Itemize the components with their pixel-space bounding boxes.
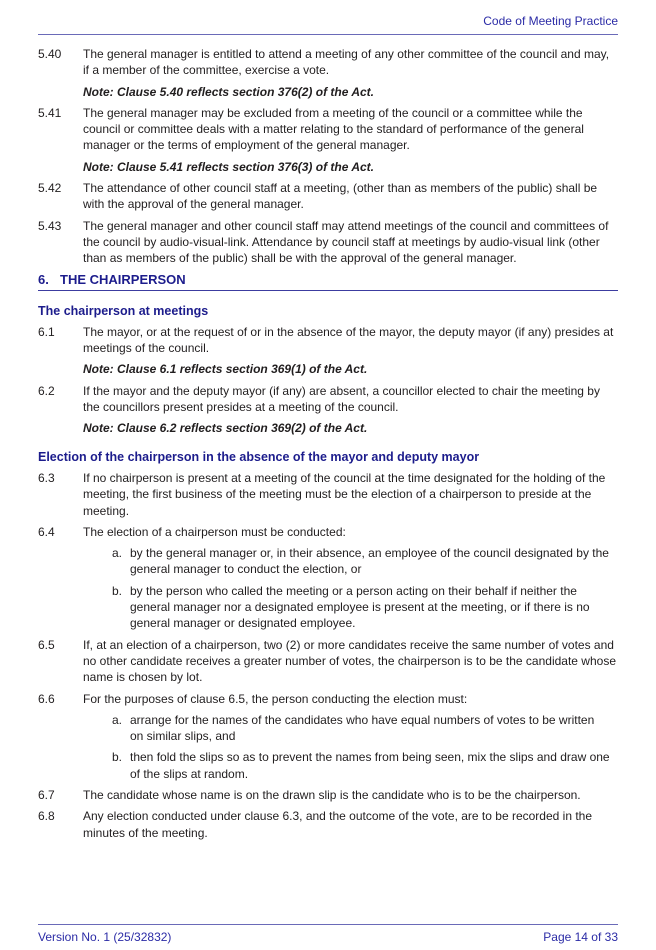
list-marker: a. xyxy=(112,546,123,561)
clause xyxy=(38,180,618,213)
clause xyxy=(38,46,618,79)
clause-number: 5.40 xyxy=(38,47,62,61)
clause-note: Note: Clause 5.40 reflects section 376(2) of the Act. xyxy=(83,84,374,99)
clause-text: The general manager is entitled to attend a meeting of any other committee of the council and may, if a member of the committee, exercise a vote. xyxy=(83,47,610,78)
clause-note: Note: Clause 6.2 reflects section 369(2) of the Act. xyxy=(83,421,368,436)
header-title: Code of Meeting Practice xyxy=(483,14,618,28)
list-marker: a. xyxy=(112,712,123,727)
page-footer xyxy=(38,924,618,945)
document-body xyxy=(38,35,618,841)
clause xyxy=(38,105,618,154)
subheading: The chairperson at meetings xyxy=(38,303,209,318)
section-title: THE CHAIRPERSON xyxy=(60,271,186,287)
list-marker: b. xyxy=(112,583,123,598)
clause-number: 6.8 xyxy=(38,809,55,824)
clause-text: For the purposes of clause 6.5, the person conducting the election must: xyxy=(83,691,468,706)
list-item xyxy=(112,545,618,578)
footer-page-number: Page 14 of 33 xyxy=(543,930,618,944)
clause-text: Any election conducted under clause 6.3, and the outcome of the vote, are to be recorded in the minutes of the meeting. xyxy=(83,809,593,840)
clause-number: 5.43 xyxy=(38,218,62,233)
clause xyxy=(38,324,618,357)
footer-version: Version No. 1 (25/32832) xyxy=(38,930,172,944)
clause xyxy=(38,470,618,519)
clause-number: 6.7 xyxy=(38,787,55,802)
clause xyxy=(38,524,618,540)
clause-number: 6.4 xyxy=(38,524,55,539)
list-marker: b. xyxy=(112,750,123,765)
clause-text: The candidate whose name is on the drawn slip is the candidate who is to be the chairperson. xyxy=(83,787,581,802)
clause xyxy=(38,637,618,686)
clause-number: 6.2 xyxy=(38,383,55,398)
clause-number: 5.42 xyxy=(38,181,62,196)
clause-number: 5.41 xyxy=(38,105,62,120)
clause-number: 6.1 xyxy=(38,324,55,339)
clause-note: Note: Clause 6.1 reflects section 369(1) of the Act. xyxy=(83,362,368,377)
section-heading xyxy=(38,273,618,291)
clause-note: Note: Clause 5.41 reflects section 376(3) of the Act. xyxy=(83,159,374,174)
clause xyxy=(38,808,618,841)
list-item-text: then fold the slips so as to prevent the names from being seen, mix the slips and draw one of the slips at random. xyxy=(130,750,610,781)
clause-number: 6.5 xyxy=(38,637,55,652)
clause xyxy=(38,218,618,267)
list-item xyxy=(112,583,618,632)
clause-number: 6.3 xyxy=(38,470,55,485)
clause-text: If the mayor and the deputy mayor (if any) are absent, a councillor elected to chair the meeting by the councillors present presides at a meeting of the council. xyxy=(83,383,600,415)
list-item xyxy=(112,749,618,782)
section-number: 6. xyxy=(38,271,49,287)
list-item-text: by the general manager or, in their absence, an employee of the council designated by the general manager to conduct the election, or xyxy=(130,546,609,577)
clause-text: The general manager may be excluded from a meeting of the council or a committee while the council or committee deals with a matter relating to the standard of performance of the general manager or the terms of employment of the general manager. xyxy=(83,105,584,153)
clause xyxy=(38,691,618,707)
clause-text: The attendance of other council staff at a meeting, (other than as members of the public) shall be with the approval of the general manager. xyxy=(83,181,598,212)
clause xyxy=(38,383,618,416)
list-item xyxy=(112,712,618,745)
list-item-text: arrange for the names of the candidates who have equal numbers of votes to be written on similar slips, and xyxy=(130,712,595,744)
clause-text: The general manager and other council staff may attend meetings of the council and committees of the council by audio-visual-link. Attendance by council staff at meetings by audio-visual link (other than as members of the public) shall be with the approval of the general manager. xyxy=(83,218,609,266)
clause-text: If no chairperson is present at a meeting of the council at the time designated for the holding of the meeting, the first business of the meeting must be the election of a chairperson to preside at the meeting. xyxy=(83,470,606,518)
clause-text: If, at an election of a chairperson, two (2) or more candidates receive the same number of votes and no other candidate receives a greater number of votes, the chairperson is to be the candidate whose name is chosen by lot. xyxy=(83,637,616,685)
clause-text: The election of a chairperson must be conducted: xyxy=(83,524,346,539)
subheading: Election of the chairperson in the absence of the mayor and deputy mayor xyxy=(38,449,480,464)
clause xyxy=(38,787,618,803)
clause-text: The mayor, or at the request of or in the absence of the mayor, the deputy mayor (if any) presides at meetings of the council. xyxy=(83,324,614,356)
page-header xyxy=(38,12,618,35)
list-item-text: by the person who called the meeting or a person acting on their behalf if neither the general manager nor a designated employee is present at the meeting, or if there is no general manager or designated employee. xyxy=(130,583,590,631)
clause-number: 6.6 xyxy=(38,691,55,706)
